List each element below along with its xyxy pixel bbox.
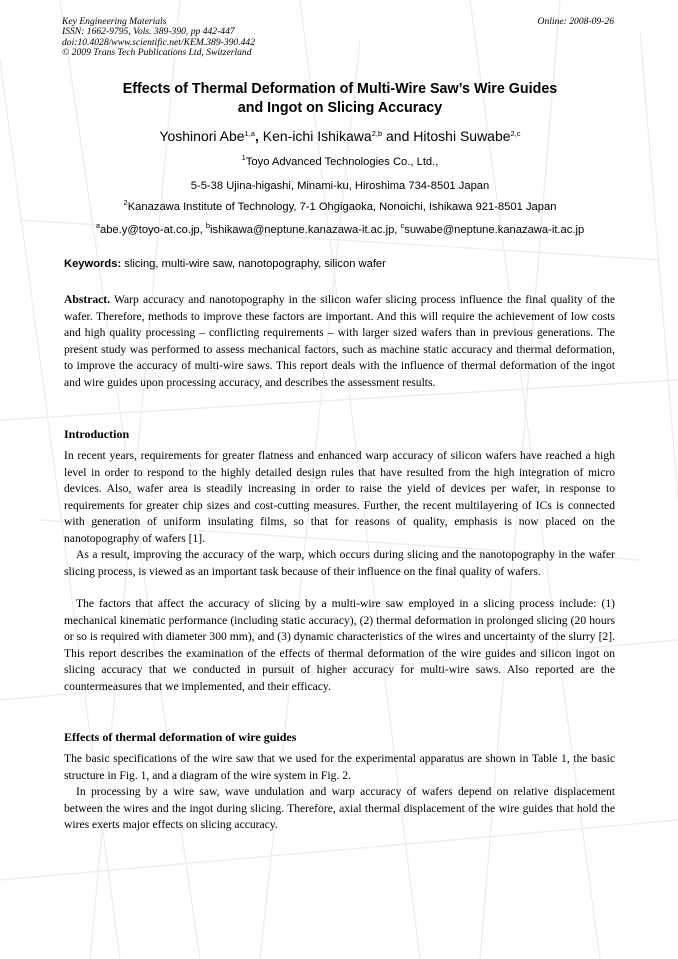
affiliation-mark: 1 — [241, 153, 246, 162]
affiliation-name: Toyo Advanced Technologies Co., Ltd., — [245, 156, 439, 168]
author-affiliation-mark: 1,a — [244, 129, 255, 138]
title-line-1: Effects of Thermal Deformation of Multi-Wire Saw’s Wire Guides — [122, 81, 558, 97]
section-heading: Introduction — [64, 427, 130, 441]
author-name: Yoshinori Abe — [159, 128, 245, 144]
author-affiliation-mark: 2,b — [371, 129, 383, 138]
affiliation-1-address: 5-5-38 Ujina-higashi, Minami-ku, Hiroshima 734-8501 Japan — [190, 180, 490, 192]
author-separator: and — [382, 128, 414, 144]
author-name: Hitoshi Suwabe — [413, 128, 511, 144]
author-separator: , — [254, 128, 263, 144]
email-mark: a — [95, 221, 100, 230]
keywords-label: Keywords: — [64, 258, 122, 270]
author-affiliation-mark: 2,c — [510, 129, 521, 138]
keywords-text: slicing, multi-wire saw, nanotopography, silicon wafer — [121, 258, 386, 270]
online-date: Online: 2008-09-26 — [537, 16, 614, 27]
copyright-line: © 2009 Trans Tech Publications Ltd, Switzerland — [62, 47, 252, 59]
doi-line: doi:10.4028/www.scientific.net/KEM.389-390.442 — [62, 36, 256, 48]
publication-header — [62, 17, 255, 59]
affiliation-1 — [40, 153, 640, 168]
paper-title — [60, 80, 620, 118]
paragraph: As a result, improving the accuracy of the warp, which occurs during slicing and the nanotopography in the wafer slicing process, is viewed as an important task because of their influence on the final quality of wafers. — [64, 548, 615, 578]
abstract — [64, 292, 615, 392]
author-list — [60, 128, 620, 144]
paragraph: The factors that affect the accuracy of slicing by a multi-wire saw employed in a slicing process include: (1) mechanical kinematic performance (including static accuracy), (2) thermal deformation in prolonged slicing (20 hours or so is required with diameter 300 mm), and (3) dynamic characteristics of the wires and uncertainty of the slurry [2]. This report describes the examination of the effects of thermal deformation of the wire guides and silicon ingot on slicing accuracy that we conducted in pursuit of higher accuracy for multi-wire saws. Also reported are the countermeasures that we implemented, and their efficacy. — [64, 597, 615, 693]
paragraph: In processing by a wire saw, wave undulation and warp accuracy of wafers depend on relative displacement between the wires and the ingot during slicing. Therefore, axial thermal displacement of the wire guides that hold the wires exerts major effects on slicing accuracy. — [64, 785, 615, 832]
email-address: suwabe@neptune.kanazawa-it.ac.jp — [404, 224, 585, 236]
email-line — [40, 221, 640, 236]
email-address: abe.y@toyo-at.co.jp, — [99, 224, 206, 236]
affiliation-2 — [40, 198, 640, 213]
keywords — [64, 258, 386, 270]
email-mark: b — [205, 221, 211, 230]
email-address: ishikawa@neptune.kanazawa-it.ac.jp, — [210, 224, 401, 236]
paragraph: In recent years, requirements for greater flatness and enhanced warp accuracy of silicon wafers have reached a high level in order to respond to the highly detailed design rules that have resulted from the high integration of micro devices. Also, wafer area is steadily increasing in order to raise the yield of devices per wafer, in response to requirements for greater chip sizes and cost-cutting measures. Further, the recent multilayering of ICs is connected with generation of uniform insulating films, so that for reasons of quality, emphasis is now placed on the nanotopography of wafers [1]. — [64, 449, 615, 545]
journal-name: Key Engineering Materials — [62, 16, 167, 27]
affiliation-name: Kanazawa Institute of Technology, 7-1 Ohgigaoka, Nonoichi, Ishikawa 921-8501 Japan — [127, 201, 557, 213]
email-mark: c — [400, 221, 405, 230]
abstract-label: Abstract. — [64, 293, 111, 306]
title-line-2: and Ingot on Slicing Accuracy — [237, 100, 443, 116]
author-name: Ken-ichi Ishikawa — [262, 128, 372, 144]
issn-line: ISSN: 1662-9795, Vols. 389-390, pp 442-447 — [62, 26, 235, 38]
section-heading: Effects of thermal deformation of wire guides — [64, 730, 297, 744]
affiliation-mark: 2 — [123, 198, 128, 207]
abstract-text: Warp accuracy and nanotopography in the silicon wafer slicing process influence the final quality of the wafer. Therefore, methods to improve these factors are important. And this will require the achievement of low costs and high quality processing – conflicting requirements – with larger sized wafers than in previous generations. The present study was performed to assess mechanical factors, such as machine static accuracy and thermal deformation, to improve the accuracy of multi-wire saws. This report deals with the influence of thermal deformation of the ingot and wire guides upon processing accuracy, and describes the assessment results. — [64, 293, 615, 389]
paragraph: The basic specifications of the wire saw that we used for the experimental apparatus are shown in Table 1, the basic structure in Fig. 1, and a diagram of the wire system in Fig. 2. — [64, 752, 615, 782]
